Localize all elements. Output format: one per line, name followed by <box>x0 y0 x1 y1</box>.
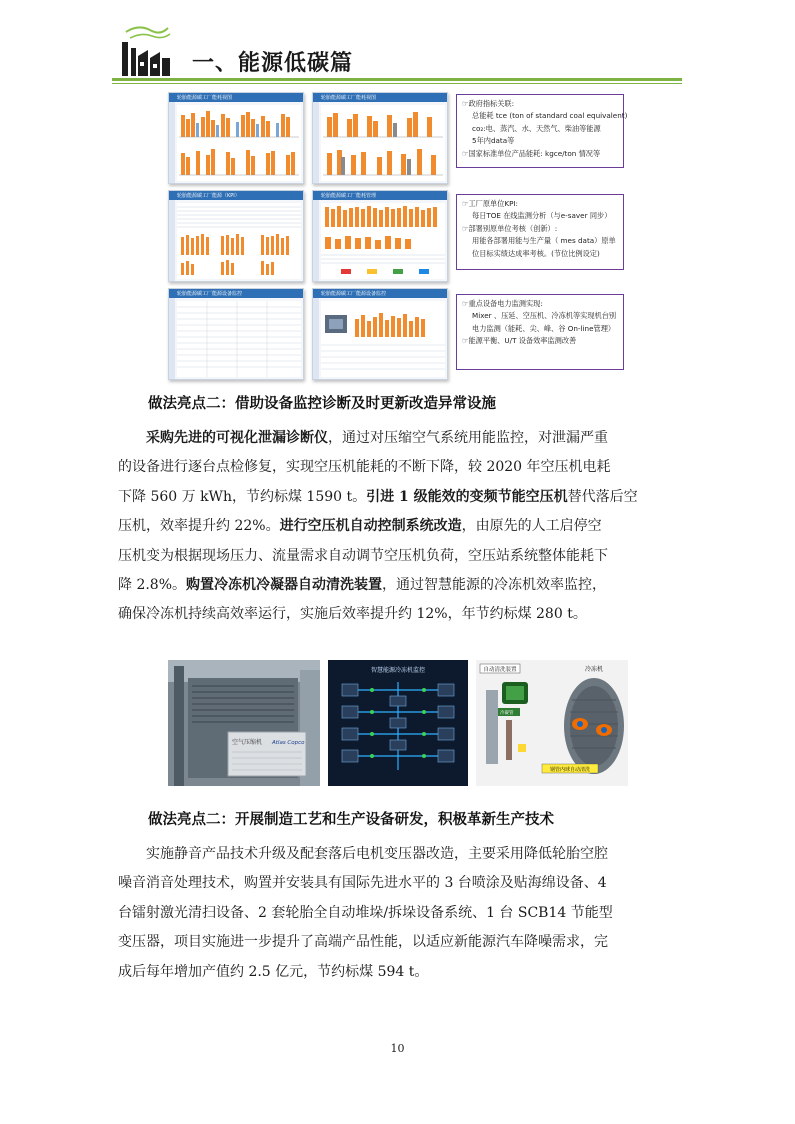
bar-chart-thumbnail-icon <box>177 105 301 181</box>
text-run: ，通过智慧能源的冷冻机效率监控， <box>382 576 607 593</box>
text-run: 下降 560 万 kWh，节约标煤 1590 t。 <box>118 488 367 505</box>
svg-text:钢管内球自动清洗: 钢管内球自动清洗 <box>549 767 591 773</box>
paragraph-line: 变压器，项目实施进一步提升了高端产品性能，以适应新能源汽车降噪需求，完 <box>118 934 608 951</box>
paragraph-line <box>118 542 678 571</box>
paragraph-line: 成后每年增加产值约 2.5 亿元，节约标煤 594 t。 <box>118 963 429 980</box>
header-rule-thin <box>112 83 682 84</box>
equipment-photo-strip <box>168 660 628 786</box>
paragraph-line: 台镭射激光清扫设备、2 套轮胎全自动堆垛/拆垛设备系统、1 台 SCB14 节能型 <box>118 904 613 921</box>
text-run: 降 2.8%。 <box>118 576 187 593</box>
text-run: 确保冷冻机持续高效率运行，实施后效率提升约 12%，年节约标煤 280 t。 <box>118 606 587 623</box>
paragraph-line <box>118 571 678 600</box>
paragraph-line: 噪音消音处理技术，购置并安装具有国际先进水平的 3 台喷涂及贴海绵设备、4 <box>118 875 607 892</box>
paragraph-line <box>118 453 678 482</box>
page-header <box>112 20 682 84</box>
dashboard-panel: 轮胎能源碳工厂能耗视图 <box>312 92 448 184</box>
section-paragraph-1 <box>118 424 678 630</box>
svg-text:自动清洗装置: 自动清洗装置 <box>483 667 517 673</box>
paragraph-line <box>118 512 678 541</box>
svg-text:冷冻机: 冷冻机 <box>584 666 604 673</box>
info-box-government-indicators: ☞政府指标关联: 总能耗 tce (ton of standard coal equivalent) co₂:电、蒸汽、水、天然气、柴油等能源 5年内data等 ☞国家标准单位产品能耗: kgce/ton 情况等 <box>456 94 624 168</box>
dashboard-panel: 轮胎能源碳工厂能耗管理 <box>312 190 448 282</box>
air-compressor-photo <box>168 660 320 786</box>
svg-text:空气压缩机: 空气压缩机 <box>232 739 263 746</box>
paragraph-line <box>118 483 678 512</box>
paragraph-line <box>118 424 678 453</box>
factory-logo-icon <box>116 22 176 76</box>
chiller-monitoring-screen <box>328 660 468 786</box>
management-thumbnail-icon <box>321 203 445 279</box>
svg-text:冷凝管: 冷凝管 <box>500 711 514 716</box>
dashboard-panel: 轮胎能源碳工厂能耗视图 <box>168 92 304 184</box>
paragraph-line: 实施静音产品技术升级及配套落后电机变压器改造，主要采用降低轮胎空腔 <box>146 846 608 862</box>
equipment-thumbnail-icon <box>321 301 445 377</box>
paragraph-line <box>118 600 678 629</box>
dashboard-panel: 轮胎能源碳工厂能源设备监控 <box>312 288 448 380</box>
page-number: 10 <box>390 1042 405 1055</box>
text-run: 压机变为根据现场压力、流量需求自动调节空压机负荷，空压站系统整体能耗下 <box>118 547 608 564</box>
energy-dashboard-figure <box>166 88 628 378</box>
dashboard-panel: 轮胎能源碳工厂能源设备监控 <box>168 288 304 380</box>
bold-phrase: 购置冷冻机冷凝器自动清洗装置 <box>186 576 383 593</box>
bar-chart-thumbnail-icon <box>321 105 445 181</box>
text-run: 压机，效率提升约 22%。 <box>118 518 280 535</box>
text-run: ，由原先的人工启停空 <box>461 518 602 535</box>
bold-phrase: 引进 1 级能效的变频节能空压机 <box>366 488 568 505</box>
bold-phrase: 采购先进的可视化泄漏诊断仪 <box>146 430 328 446</box>
kpi-table-thumbnail-icon <box>177 203 301 279</box>
section-paragraph-2 <box>118 840 678 987</box>
section-heading-1: 做法亮点二：借助设备监控诊断及时更新改造异常设施 <box>148 396 496 412</box>
info-box-factory-kpi: ☞工厂原单位KPI: 每日TOE 在线监测分析（与e-saver 同步） ☞部署别原单位考核（创新）: 用能各部署用能与生产量（ mes data）原单 位目标实绩达成率考核。(节位比例设定) <box>456 194 624 270</box>
svg-text:Atlas Copco: Atlas Copco <box>272 740 305 746</box>
chapter-title: 一、能源低碳篇 <box>192 51 354 76</box>
svg-text:智慧能源冷冻机监控: 智慧能源冷冻机监控 <box>370 667 426 674</box>
dashboard-panel: 轮胎能源碳工厂能源（KPI） <box>168 190 304 282</box>
condenser-cleaning-diagram <box>476 660 628 786</box>
section-heading-2: 做法亮点二：开展制造工艺和生产设备研发，积极革新生产技术 <box>148 812 554 828</box>
text-run: ，通过对压缩空气系统用能监控，对泄漏严重 <box>328 430 608 446</box>
header-rule <box>112 78 682 81</box>
bold-phrase: 进行空压机自动控制系统改造 <box>279 518 462 535</box>
text-run: 替代落后空 <box>567 488 638 505</box>
text-run: 的设备进行逐台点检修复，实现空压机能耗的不断下降，较 2020 年空压机电耗 <box>118 459 611 476</box>
info-box-equipment-monitoring: ☞重点设备电力监测实现: Mixer 、压延、空压机、冷冻机等实现机台别 电力监测（能耗、尖、峰、谷 On-line管理） ☞能源平衡、U/T 设备效率监测改善 <box>456 294 624 370</box>
monitor-table-thumbnail-icon <box>177 301 301 377</box>
